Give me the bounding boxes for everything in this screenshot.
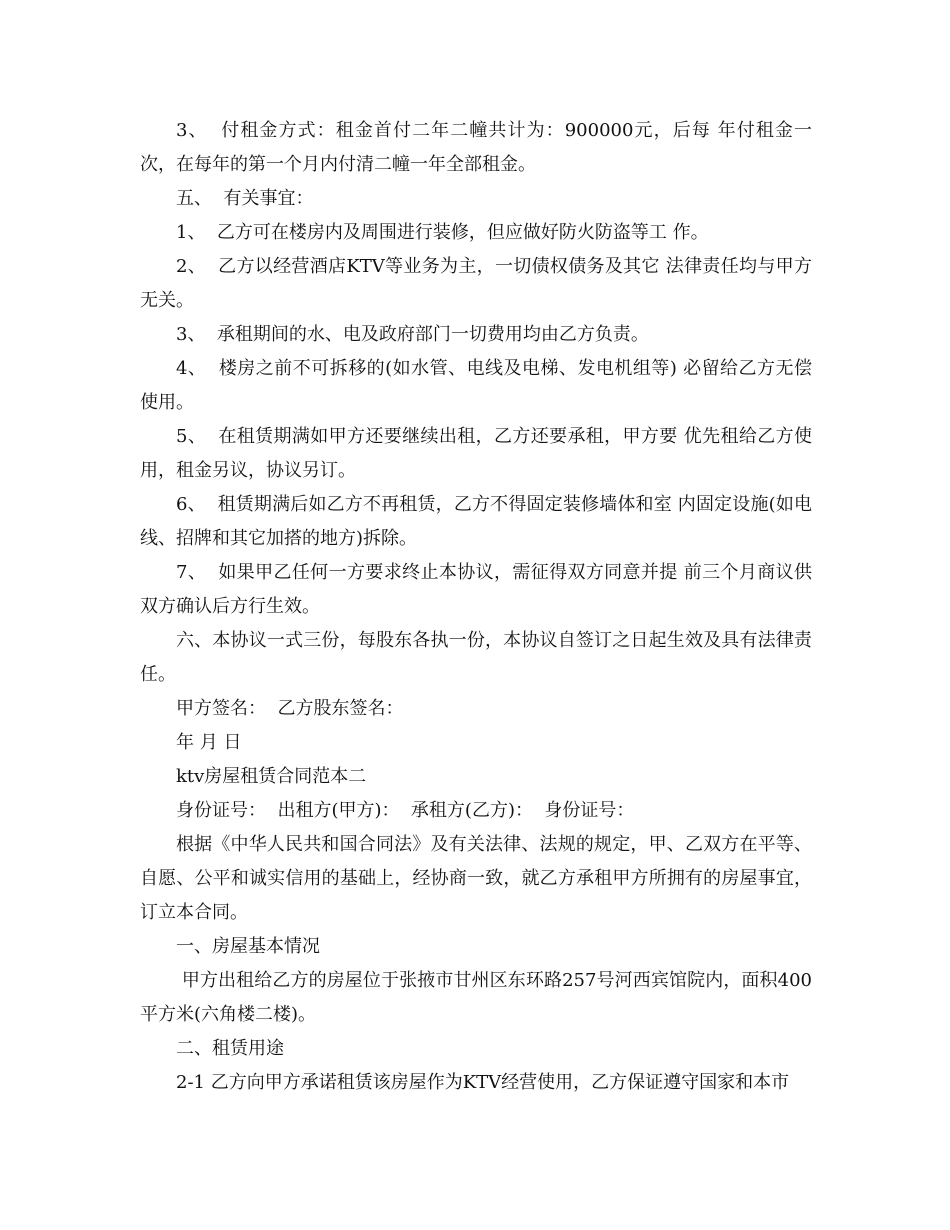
parties-id-line: 身份证号： 出租方(甲方)： 承租方(乙方)： 身份证号： <box>176 800 635 821</box>
paragraph-item-5: 5、 在租赁期满如甲方还要继续出租，乙方还要承租，甲方要 优先租给乙方使用，租金另议，协议另订。 <box>140 426 812 481</box>
date-line: 年 月 日 <box>176 732 242 753</box>
paragraph-payment-method: 3、 付租金方式：租金首付二年二幢共计为：900000元，后每 年付租金一次，在每年的第一个月内付清二幢一年全部租金。 <box>140 120 812 175</box>
paragraph-item-1: 1、 乙方可在楼房内及周围进行装修，但应做好防火防盗等工 作。 <box>176 222 709 243</box>
paragraph-item-4: 4、 楼房之前不可拆移的(如水管、电线及电梯、发电机组等) 必留给乙方无偿使用。 <box>140 358 812 413</box>
signature-line: 甲方签名： 乙方股东签名： <box>176 698 404 719</box>
paragraph-section-6: 六、本协议一式三份，每股东各执一份，本协议自签订之日起生效及具有法律责任。 <box>140 630 812 685</box>
paragraph-item-3: 3、 承租期间的水、电及政府部门一切费用均由乙方负责。 <box>176 324 649 345</box>
paragraph-item-7: 7、 如果甲乙任何一方要求终止本协议，需征得双方同意并提 前三个月商议供双方确认后方行生效。 <box>140 562 812 617</box>
heading-section-1: 一、房屋基本情况 <box>176 936 320 957</box>
paragraph-item-2: 2、 乙方以经营酒店KTV等业务为主，一切债权债务及其它 法律责任均与甲方无关。 <box>140 256 812 311</box>
paragraph-preamble: 根据《中华人民共和国合同法》及有关法律、法规的规定，甲、乙双方在平等、自愿、公平和诚实信用的基础上，经协商一致，就乙方承租甲方所拥有的房屋事宜，订立本合同。 <box>140 834 812 923</box>
contract-title-2: ktv房屋租赁合同范本二 <box>176 766 367 787</box>
heading-section-2: 二、租赁用途 <box>176 1038 284 1059</box>
paragraph-property-info: 甲方出租给乙方的房屋位于张掖市甘州区东环路257号河西宾馆院内，面积400平方米(六角楼二楼)。 <box>140 970 812 1025</box>
paragraph-item-6: 6、 租赁期满后如乙方不再租赁，乙方不得固定装修墙体和室 内固定设施(如电线、招牌和其它加搭的地方)拆除。 <box>140 494 812 549</box>
document-body <box>140 114 812 1100</box>
heading-section-5: 五、 有关事宜： <box>176 188 314 209</box>
paragraph-usage-2-1: 2-1 乙方向甲方承诺租赁该房屋作为KTV经营使用，乙方保证遵守国家和本市 <box>176 1072 790 1093</box>
